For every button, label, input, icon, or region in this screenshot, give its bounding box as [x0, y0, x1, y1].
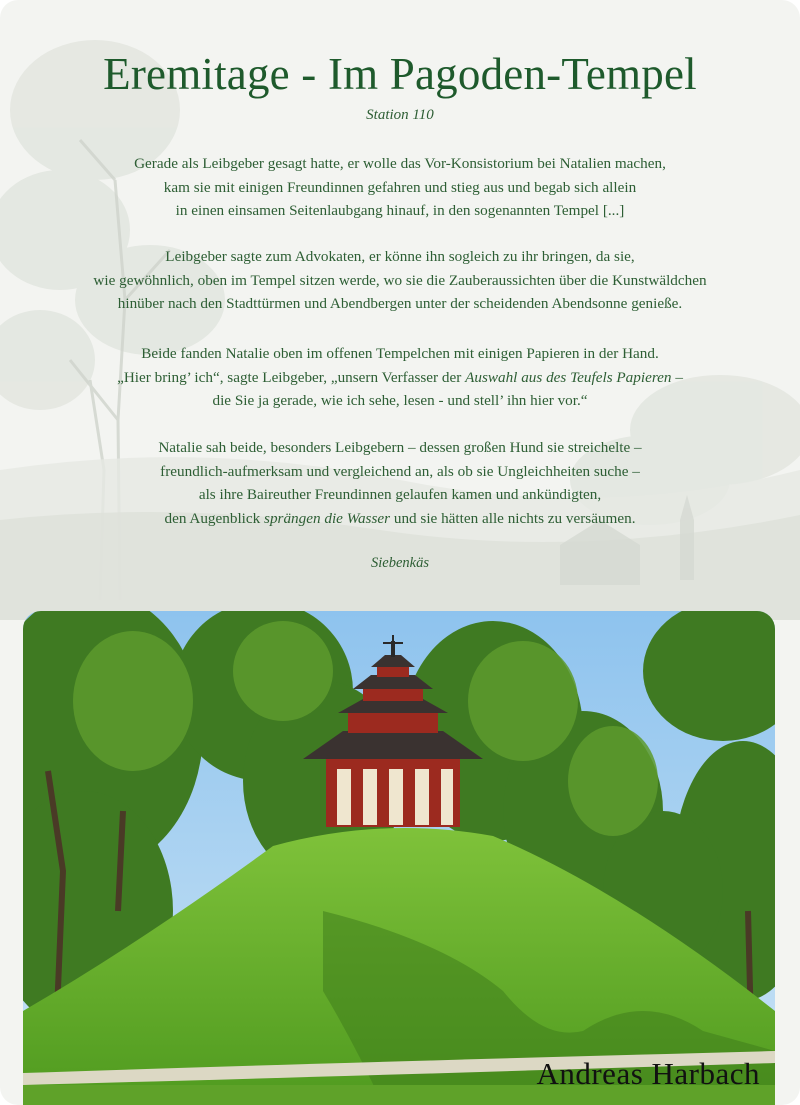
text-line: als ihre Baireuther Freundinnen gelaufen kamen und ankündigten,: [198, 486, 602, 503]
book-title-italic: Auswahl aus des Teufels Papieren: [465, 368, 672, 386]
italic-phrase: sprängen die Wasser: [264, 509, 391, 527]
text-line: Beide fanden Natalie oben im offenen Tempelchen mit einigen Papieren in der Hand.: [141, 345, 659, 362]
text-line: hinüber nach den Stadttürmen und Abendbergen unter der scheidenden Abendsonne genieße.: [117, 295, 683, 312]
text-segment: „Hier bring’ ich“, sagte Leibgeber, „unsern Verfasser der: [117, 368, 466, 386]
pagoda-temple-photo: [23, 611, 775, 1105]
text-line: [40, 507, 760, 531]
text-line: Gerade als Leibgeber gesagt hatte, er wolle das Vor-Konsistorium bei Natalien machen,: [134, 155, 666, 172]
text-line: Leibgeber sagte zum Advokaten, er könne ihn sogleich zu ihr bringen, da sie,: [165, 248, 635, 265]
paragraph-1: [40, 152, 760, 223]
text-line: in einen einsamen Seitenlaubgang hinauf, in den sogenannten Tempel [...]: [175, 202, 625, 219]
page-title: Eremitage - Im Pagoden-Tempel: [103, 49, 697, 99]
text-segment: den Augenblick: [164, 509, 265, 527]
paragraph-3: [40, 342, 760, 413]
quote-source: Siebenkäs: [371, 555, 429, 571]
text-segment: und sie hätten alle nichts zu versäumen.: [390, 509, 636, 527]
text-line: freundlich-aufmerksam und vergleichend an, als ob sie Ungleichheiten suche –: [160, 462, 640, 480]
station-number: Station 110: [366, 107, 434, 123]
text-line: wie gewöhnlich, oben im Tempel sitzen werde, wo sie die Zauberaussichten über die Kunstwäldchen: [93, 271, 707, 289]
text-line: die Sie ja gerade, wie ich sehe, lesen - und stell’ ihn hier vor.“: [212, 392, 588, 409]
text-segment: –: [671, 368, 683, 386]
text-line: Natalie sah beide, besonders Leibgebern – dessen großen Hund sie streichelte –: [158, 439, 642, 456]
paragraph-4: [40, 436, 760, 530]
text-line: kam sie mit einigen Freundinnen gefahren und stieg aus und begab sich allein: [163, 178, 637, 196]
text-line: [40, 366, 760, 390]
photo-credit: Andreas Harbach: [536, 1056, 760, 1091]
paragraph-2: [40, 245, 760, 316]
